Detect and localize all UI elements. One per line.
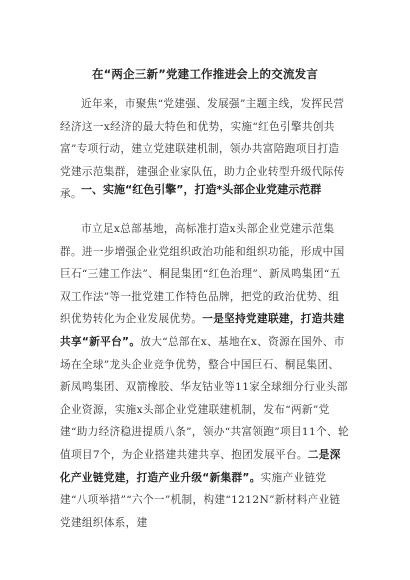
section-body-paragraph: [60, 218, 350, 534]
document-title: 在“两企三新”党建工作推进会上的交流发言: [91, 67, 319, 81]
paragraph-text: 放大“总部在x、基地在x、资源在国外、市场在全球”龙头企业竞争优势，整合中国巨石、桐昆集团、新凤鸣集团、双箭橡胶、华友钴业等11家全球细分行业头部企业资源，实施x头部企业党建联建机制，发布“两新”党建“助力经济稳进提质八条”，领办“共富领跑”项目11个、轮值项目7个，为企业搭建共建共享、抱团发展平台。: [60, 335, 349, 461]
paragraph-text: 实施产业链党建“八项举措”“六个一”机制，构建“1212N”新材料产业链党建组织体系，建: [60, 471, 341, 529]
paragraph-text: 市立足x总部基地，高标准打造x头部企业党建示范集群。进一步增强企业党组织政治功能和组织功能，形成中国巨石“三建工作法”、桐昆集团“红色治理”、新凤鸣集团“五双工作法”等一批党建工作特色品牌，把党的政治优势、组织优势转化为企业发展优势。: [60, 223, 345, 326]
bold-subheading: 一是坚持党建联建，打造共建共享“新平台”。: [60, 313, 345, 348]
intro-paragraph: 近年来，市聚焦“党建强、发展强”主题主线，发挥民营经济这一x经济的最大特色和优势，实施“红色引擎共创共富”专项行动，建立党建联建机制，领办共富陪跑项目打造党建示范集群，建强企业家队伍，助力企业转型升级代际传承。: [60, 98, 345, 201]
section-heading: 一、实施“红色引擎”，打造*头部企业党建示范群: [81, 183, 322, 196]
bold-subheading: 二是深化产业链党建，打造产业升级“新集群”。: [60, 448, 341, 484]
